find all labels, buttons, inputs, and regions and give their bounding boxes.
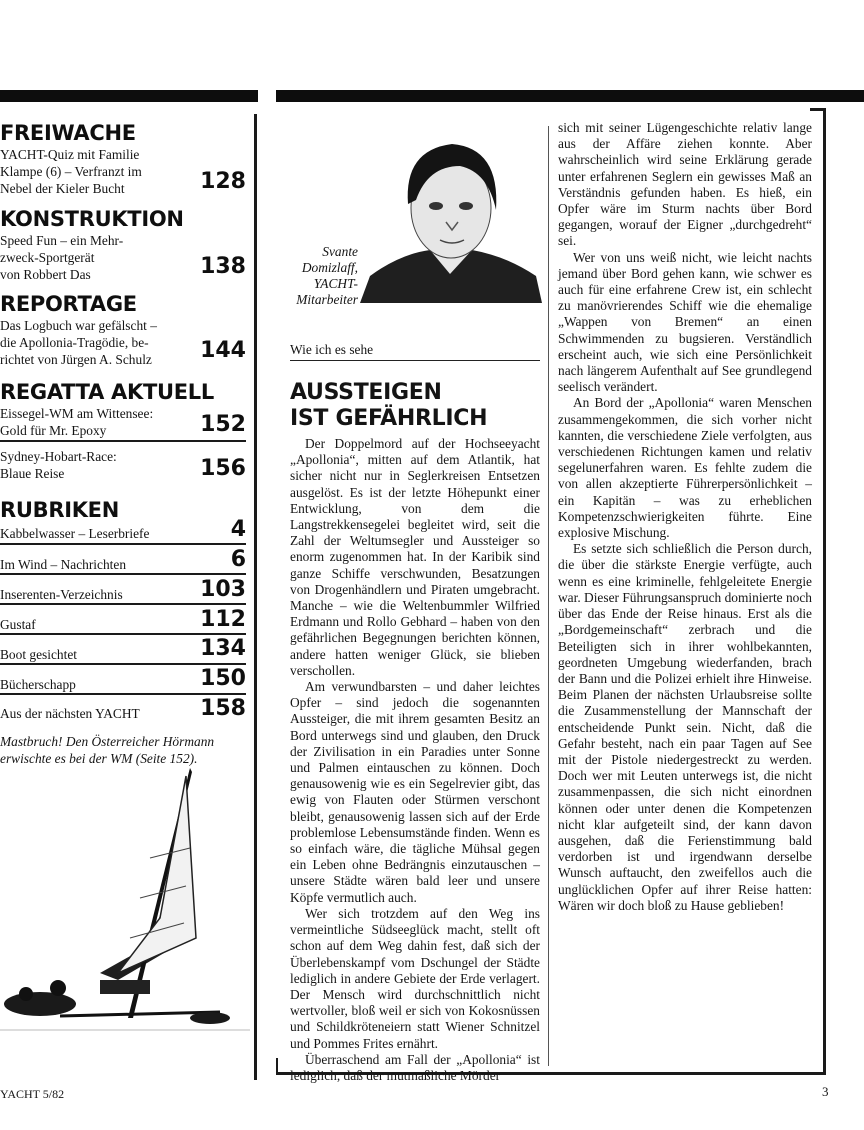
page-number: 3 [822, 1084, 829, 1099]
toc-entry-text [0, 405, 180, 439]
column-rule-middle [548, 126, 549, 1066]
toc-rule [0, 573, 246, 575]
rubric-label: Wie ich es sehe [290, 342, 374, 357]
toc-entry-text [0, 232, 180, 283]
article-paragraph: Es setzte sich schließlich die Person durch, die über die stärkste Energie verfügte, auch wenn es eine kriminelle, fehlgeleitete Energie war. Dieser Führungsanspruch dominierte noch über das Ende der Reise hinaus. Erst als die „Bordgemeinschaft“ zerbrach und die Beteiligten sich in ihrer wohlbekannten, geordneten Umgebung wiederfanden, brach der Bann und die Polizei erhielt ihre Hinweise. Beim Planen der nächsten Urlaubsreise sollte die Zusammenstellung der Mannschaft der entscheidende Punkt sein. Nicht, daß die Gefahr besteht, nach ein paar Tagen auf See mit der Pistole niedergestreckt zu werden. Doch wer mit Leuten unterwegs ist, die nicht zusammenpassen, die sich nicht einordnen können oder unter denen die Kompetenzen nicht klar aufgeteilt sind, der kann davon ausgehen, daß die Ferienstimmung bald verdorben ist und irgendwann derselbe Wunsch auftaucht, den zweifellos auch die unglücklichen Opfer auf ihrer Reise hatten: Wären wir doch bloß zu Hause geblieben! [558, 541, 812, 913]
toc-page-number: 134 [200, 636, 246, 661]
toc-entry-line: Eissegel-WM am Wittensee: [0, 406, 154, 421]
toc-entry-text: Im Wind – Nachrichten [0, 557, 127, 572]
toc-rule [0, 543, 246, 545]
top-bar-right [276, 90, 864, 102]
box-top-rule [810, 108, 826, 111]
article-paragraph: Der Doppelmord auf der Hochseeyacht „Apollonia“, mitten auf dem Atlantik, hat sicher nicht nur in Seglerkreisen Entsetzen ausgelöst. Es ist der letzte Höhepunkt einer Entwicklung, von dem die Langstrekkensegelei begleitet wird, seit die Zahl der Weltumsegler und Aussteiger so enorm zugenommen hat. In der Karibik sind ganze Schiffe verschwunden, Besatzungen von Drogenhändlern und Piraten umgebracht. Manche – wie die Weltenbummler Wilfried Erdmann und Rollo Gebhard – haben von den gefährlichen Begegnungen berichten können, andere hatten weniger Glück, sie blieben verschollen. [290, 436, 540, 678]
toc-page-number: 156 [200, 456, 246, 481]
toc-heading-regatta-aktuell: REGATTA AKTUELL [0, 380, 214, 404]
toc-page-number: 138 [200, 254, 246, 279]
toc-rule [0, 663, 246, 665]
toc-page-number: 112 [200, 607, 246, 632]
toc-heading-rubriken: RUBRIKEN [0, 498, 120, 522]
toc-entry-text [0, 317, 180, 368]
toc-page-number: 144 [200, 338, 246, 363]
headline-line: AUSSTEIGEN [290, 380, 442, 405]
toc-entry-line: Nebel der Kieler Bucht [0, 181, 125, 196]
toc-heading-freiwache: FREIWACHE [0, 121, 136, 145]
article-headline [290, 380, 538, 432]
toc-page-number: 158 [200, 696, 246, 721]
portrait-photo [360, 126, 542, 303]
toc-rule [0, 603, 246, 605]
iceboat-photo [0, 768, 250, 1078]
toc-entry-text: Kabbelwasser – Leserbriefe [0, 526, 150, 541]
column-rule-right [823, 108, 826, 1072]
toc-rule [0, 693, 246, 695]
toc-page-number: 152 [200, 412, 246, 437]
toc-page-number: 4 [230, 517, 246, 542]
toc-entry-text: Gustaf [0, 617, 36, 632]
toc-entry-line: Sydney-Hobart-Race: [0, 449, 117, 464]
toc-heading-konstruktion: KONSTRUKTION [0, 207, 184, 231]
folio-issue: YACHT 5/82 [0, 1087, 65, 1101]
toc-entry-text: Boot gesichtet [0, 647, 77, 662]
toc-entry-line: Klampe (6) – Verfranzt im [0, 164, 142, 179]
portrait-caption [286, 244, 358, 308]
toc-entry-text [0, 146, 180, 197]
toc-rule [0, 440, 246, 442]
photo-caption-line: Mastbruch! Den Österreicher Hörmann [0, 734, 215, 749]
box-left-rule [276, 1058, 278, 1074]
article-paragraph: Am verwundbarsten – und daher leichtes Opfer – sind jedoch die sogenannten Aussteiger, die mit ihrem gesamten Besitz an Bord unterwegs sind und glauben, den Druck der Zivilisation in ein Paradies unter Sonne und Palmen eintauschen zu können. Doch genausowenig wie es ein Segelrevier gibt, das ewig von Flauten oder Stürmen verschont bleibt, genausowenig lassen sich auf der Erde problemlose Lebensumstände finden. Wenn es so einfach wäre, die tägliche Mühsal gegen ein Leben ohne Bedrängnis einzutauschen – unsere Städte wären bald leer und unsere Köpfe vermutlich auch. [290, 679, 540, 905]
article-paragraph: Überraschend am Fall der „Apollonia“ ist lediglich, daß der mutmaßliche Mörder [290, 1051, 540, 1083]
portrait-icon [360, 126, 542, 303]
toc-entry-text: Inserenten-Verzeichnis [0, 587, 123, 602]
iceboat-icon [0, 768, 250, 1030]
toc-heading-reportage: REPORTAGE [0, 292, 137, 316]
column-rule-left [254, 114, 257, 1080]
toc-entry-line: Gold für Mr. Epoxy [0, 423, 107, 438]
toc-entry-line: Blaue Reise [0, 466, 65, 481]
photo-caption-line: erwischte es bei der WM (Seite 152). [0, 751, 198, 766]
toc-entry-text: Bücherschapp [0, 677, 76, 692]
toc-page-number: 128 [200, 169, 246, 194]
article-paragraph: Wer von uns weiß nicht, wie leicht nachts jemand über Bord gehen kann, wie schwer es auch für eine erfahrene Crew ist, ein schlecht zu manövrierendes Schiff wie die ehemalige „Wappen von Bremen“ an einen Schwimmenden zu bugsieren. Verständlich erscheint auch, wie sich eine Persönlichkeit nach längerem Aufenthalt auf See grundlegend seelisch verändert. [558, 249, 812, 395]
portrait-caption-line: Mitarbeiter [296, 292, 358, 307]
portrait-caption-line: Domizlaff, [301, 260, 358, 275]
article-paragraph: sich mit seiner Lügengeschichte relativ lange aus der Affäre ziehen konnte. Aber wahrscheinlich wird seine Erklärung gerade unter erfahrenen Seglern ein gewisses Maß an Verständnis gefunden haben. Es hieß, ein Opfer wäre im Sturm nachts über Bord gegangen, worauf der Eigner „durchgedreht“ sei. [558, 120, 812, 249]
toc-page-number: 6 [230, 547, 246, 572]
top-bar-left [0, 90, 258, 102]
rubric-rule [290, 360, 540, 361]
toc-entry-line: zweck-Sportgerät [0, 250, 95, 265]
portrait-caption-line: YACHT- [313, 276, 358, 291]
toc-page-number: 103 [200, 577, 246, 602]
toc-entry-line: die Apollonia-Tragödie, be- [0, 335, 149, 350]
toc-entry-text [0, 448, 180, 482]
toc-entry-line: richtet von Jürgen A. Schulz [0, 352, 152, 367]
article-column-2 [558, 120, 812, 913]
article-paragraph: An Bord der „Apollonia“ waren Menschen zusammengekommen, die sich vorher nicht kannten, die verschiedene Ziele verfolgten, aus verschiedenen Richtungen kamen und relativ segelunerfahren waren. Es fehlte zudem die von allen akzeptierte Führerpersönlichkeit – ein Kapitän – was zu erheblichen Kompetenzschwierigkeiten führte. Eine explosive Mischung. [558, 395, 812, 541]
toc-page-number: 150 [200, 666, 246, 691]
toc-entry-line: Speed Fun – ein Mehr- [0, 233, 124, 248]
portrait-caption-line: Svante [322, 244, 358, 259]
toc-rule [0, 633, 246, 635]
toc-entry-line: Das Logbuch war gefälscht – [0, 318, 157, 333]
toc-entry-line: von Robbert Das [0, 267, 91, 282]
article-column-1 [290, 436, 540, 1083]
toc-entry-line: YACHT-Quiz mit Familie [0, 147, 140, 162]
photo-caption [0, 733, 250, 767]
headline-line: IST GEFÄHRLICH [290, 406, 488, 431]
article-paragraph: Wer sich trotzdem auf den Weg ins vermeintliche Südseeglück macht, stellt oft schon auf dem Weg dahin fest, daß sich der Überlebenskampf vom Dschungel der Städte lediglich in andere Gebiete der Erde verlagert. Der Mensch wird durchschnittlich nicht wertvoller, bloß weil er sich von Kokosnüssen und Schildkröteneiern statt Wiener Schnitzel und Pommes Frites ernährt. [290, 905, 540, 1051]
toc-entry-text: Aus der nächsten YACHT [0, 706, 140, 721]
